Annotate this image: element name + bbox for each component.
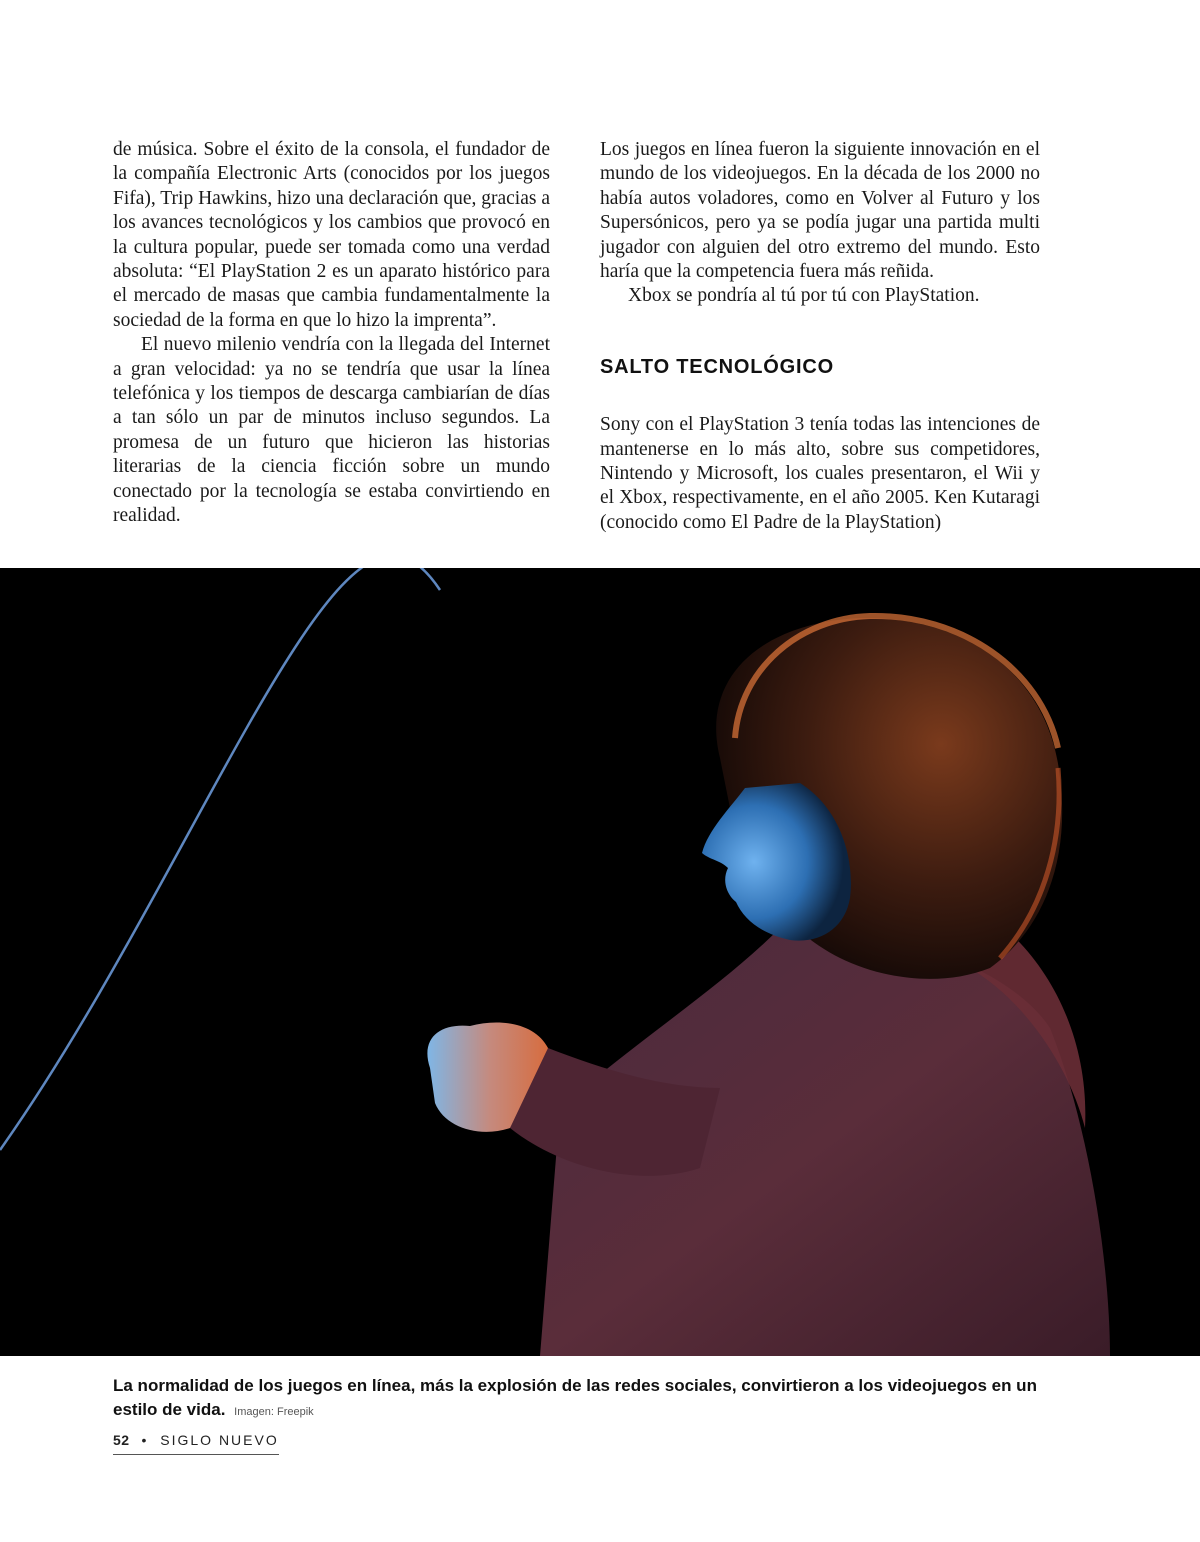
article-photo: [0, 568, 1200, 1356]
section-heading: SALTO TECNOLÓGICO: [600, 355, 834, 378]
page-footer: [113, 1432, 279, 1455]
paragraph: Xbox se pondría al tú por tú con PlayStation.: [628, 285, 980, 307]
publication-name: SIGLO NUEVO: [160, 1432, 279, 1448]
paragraph: Sony con el PlayStation 3 tenía todas las intenciones de mantenerse en lo más alto, sobre sus competidores, Nintendo y Microsoft, los cuales presentaron, el Wii y el Xbox, respectivamente, en el año 2005. Ken Kutaragi (conocido como El Padre de la PlayStation): [600, 414, 1040, 533]
photo-caption: [113, 1374, 1053, 1424]
caption-credit: Imagen: Freepik: [234, 1406, 314, 1418]
page-number: 52: [113, 1432, 130, 1448]
footer-separator: •: [141, 1432, 149, 1448]
paragraph: El nuevo milenio vendría con la llegada del Internet a gran velocidad: ya no se tendría que usar la línea telefónica y los tiempos de descarga cambiarían de días a tan sólo un par de minutos incluso segundos. La promesa de un futuro que hicieron las historias literarias de la ciencia ficción sobre un mundo conectado por la tecnología se estaba convirtiendo en realidad.: [113, 334, 550, 527]
paragraph: Los juegos en línea fueron la siguiente innovación en el mundo de los videojuegos. En la década de los 2000 no había autos voladores, como en Volver al Futuro y los Supersónicos, pero ya se podía jugar una partida multi jugador con alguien del otro extremo del mundo. Esto haría que la competencia fuera más reñida.: [600, 139, 1040, 283]
article-left-column: [113, 138, 550, 529]
caption-text: La normalidad de los juegos en línea, más la explosión de las redes sociales, convirtieron a los videojuegos en un estilo de vida.: [113, 1376, 1037, 1419]
child-with-controller-illustration: [0, 568, 1200, 1356]
article-right-column: [600, 138, 1040, 535]
paragraph: de música. Sobre el éxito de la consola, el fundador de la compañía Electronic Arts (conocidos por los juegos Fifa), Trip Hawkins, hizo una declaración que, gracias a los avances tecnológicos y los cambios que provocó en la cultura popular, puede ser tomada como una verdad absoluta: “El PlayStation 2 es un aparato histórico para el mercado de masas que cambia fundamentalmente la sociedad de la forma en que lo hizo la imprenta”.: [113, 139, 550, 331]
